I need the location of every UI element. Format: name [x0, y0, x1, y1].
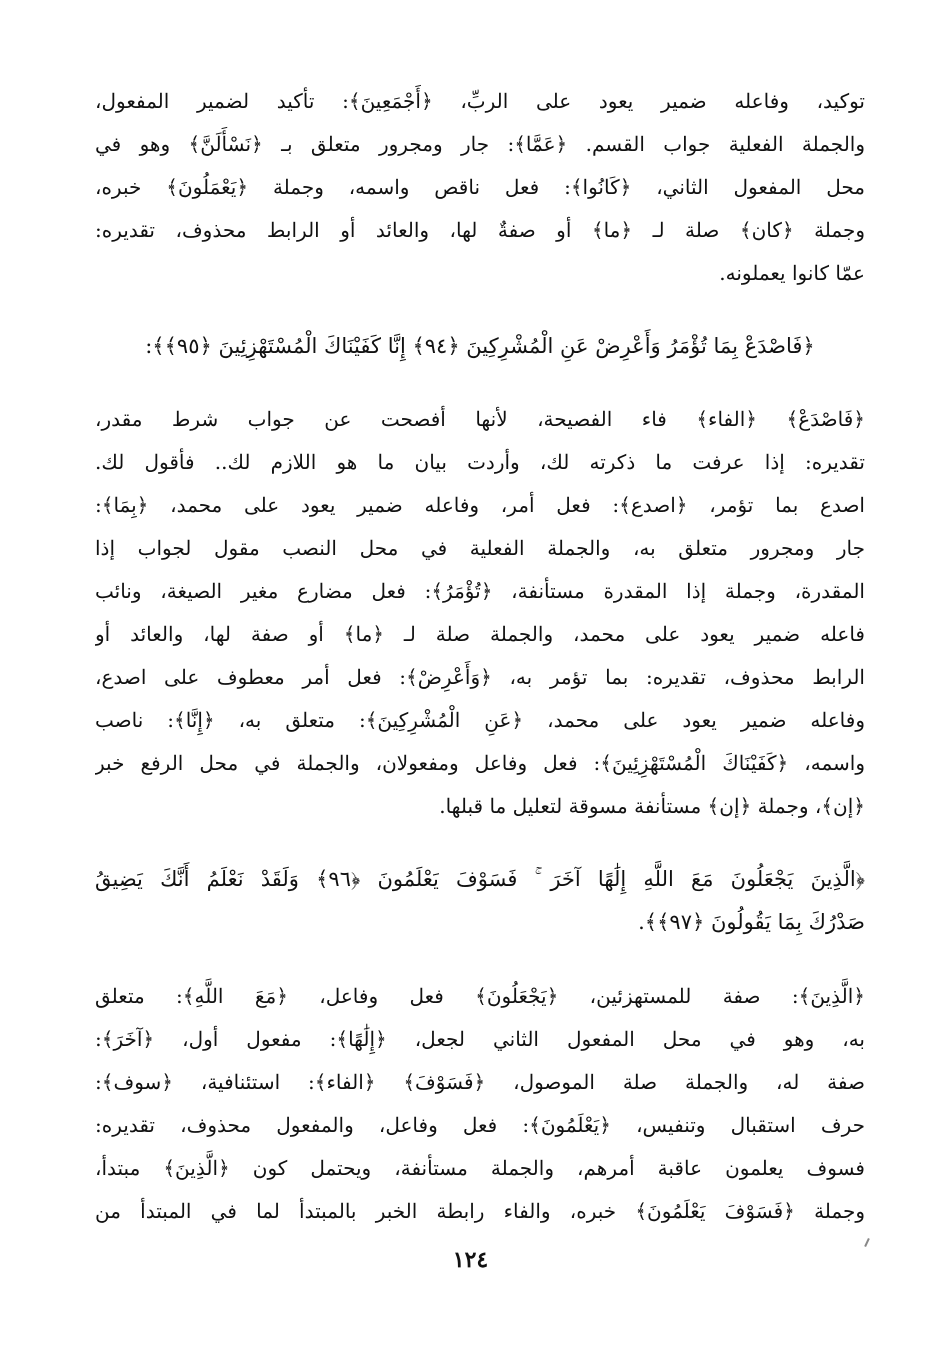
- text-line: تقديره: إذا عرفت ما ذكرته لك، وأردت بيان ما هو اللازم لك.. فأقول لك.: [95, 450, 865, 474]
- text-line: فسوف يعلمون عاقبة أمرهم، والجملة مستأنفة، ويحتمل كون ﴿الَّذِينَ﴾ مبتدأ،: [95, 1156, 865, 1180]
- text-line: اصدع بما تؤمر، ﴿اصدع﴾: فعل أمر، وفاعله ضمير يعود على محمد، ﴿بِمَا﴾:: [95, 493, 865, 517]
- quran-verse-96-97: [95, 858, 865, 944]
- verse-line: ﴿فَاصْدَعْ بِمَا تُؤْمَرُ وَأَعْرِضْ عَنِ الْمُشْرِكِينَ ﴿٩٤﴾ إِنَّا كَفَيْنَاكَ الْمُسْتَهْزِئِينَ ﴿٩٥﴾﴾:: [145, 334, 815, 358]
- page-number: ١٢٤: [452, 1247, 489, 1273]
- text-line: ﴿إن﴾، وجملة ﴿إن﴾ مستأنفة مسوقة لتعليل ما قبلها.: [439, 794, 865, 818]
- text-line: واسمه، ﴿كَفَيْنَاكَ الْمُسْتَهْزِئِينَ﴾: فعل وفاعل ومفعولان، والجملة في محل الرفع خبر: [95, 751, 865, 775]
- text-line: المقدرة، وجملة إذا المقدرة مستأنفة، ﴿تُؤْمَرُ﴾: فعل مضارع مغير الصيغة، ونائب: [95, 579, 865, 603]
- paragraph-1: [95, 80, 865, 295]
- verse-line: ﴿الَّذِينَ يَجْعَلُونَ مَعَ اللَّهِ إِلَٰهًا آخَرَ ۚ فَسَوْفَ يَعْلَمُونَ ﴿٩٦﴾ وَلَقَدْ نَعْلَمُ أَنَّكَ يَضِيقُ: [95, 867, 865, 891]
- text-line: به، وهو في محل المفعول الثاني لجعل، ﴿إِلَٰهًا﴾: مفعول أول، ﴿آخَرَ﴾:: [95, 1027, 865, 1051]
- text-line: وجملة ﴿كان﴾ صلة لـ ﴿ما﴾ أو صفةٌ لها، والعائد أو الرابط محذوف، تقديره:: [95, 218, 865, 242]
- text-line: وجملة ﴿فَسَوْفَ يَعْلَمُونَ﴾ خبره، والفاء رابطة الخبر بالمبتدأ لما في المبتدأ من: [95, 1199, 865, 1223]
- text-line: والجملة الفعلية جواب القسم. ﴿عَمَّا﴾: جار ومجرور متعلق بـ ﴿نَسْأَلَنَّ﴾ وهو في: [95, 132, 865, 156]
- text-line: حرف استقبال وتنفيس، ﴿يَعْلَمُونَ﴾: فعل وفاعل، والمفعول محذوف، تقديره:: [95, 1113, 865, 1137]
- paragraph-2: [95, 398, 865, 828]
- text-line: فاعله ضمير يعود على محمد، والجملة صلة لـ ﴿ما﴾ أو صفة لها، والعائد أو: [95, 622, 865, 646]
- verse-line: صَدْرُكَ بِمَا يَقُولُونَ ﴿٩٧﴾﴾.: [638, 910, 865, 934]
- text-line: عمّا كانوا يعملونه.: [719, 261, 865, 285]
- paragraph-3: [95, 975, 865, 1233]
- text-line: وفاعله ضمير يعود على محمد، ﴿عَنِ الْمُشْرِكِينَ﴾: متعلق به، ﴿إِنَّا﴾: ناصب: [95, 708, 865, 732]
- text-line: ﴿الَّذِينَ﴾: صفة للمستهزئين، ﴿يَجْعَلُونَ﴾ فعل وفاعل، ﴿مَعَ اللَّهِ﴾: متعلق: [95, 984, 865, 1008]
- text-line: الرابط محذوف، تقديره: بما تؤمر به، ﴿وَأَعْرِضْ﴾: فعل أمر معطوف على اصدع،: [95, 665, 865, 689]
- text-line: توكيد، وفاعله ضمير يعود على الربِّ، ﴿أَجْمَعِينَ﴾: تأكيد لضمير المفعول،: [95, 89, 865, 113]
- text-line: ﴿فَاصْدَعْ﴾ ﴿الفاء﴾ فاء الفصيحة، لأنها أفصحت عن جواب شرط مقدر،: [95, 407, 865, 431]
- quran-verse-94-95: [95, 325, 865, 368]
- text-line: محل المفعول الثاني، ﴿كَانُوا﴾: فعل ناقص واسمه، وجملة ﴿يَعْمَلُونَ﴾ خبره،: [95, 175, 865, 199]
- text-line: صفة له، والجملة صلة الموصول، ﴿فَسَوْفَ﴾ ﴿الفاء﴾: استئنافية، ﴿سوف﴾:: [95, 1070, 865, 1094]
- text-line: جار ومجرور متعلق به، والجملة الفعلية في محل النصب مقول لجواب إذا: [95, 536, 865, 560]
